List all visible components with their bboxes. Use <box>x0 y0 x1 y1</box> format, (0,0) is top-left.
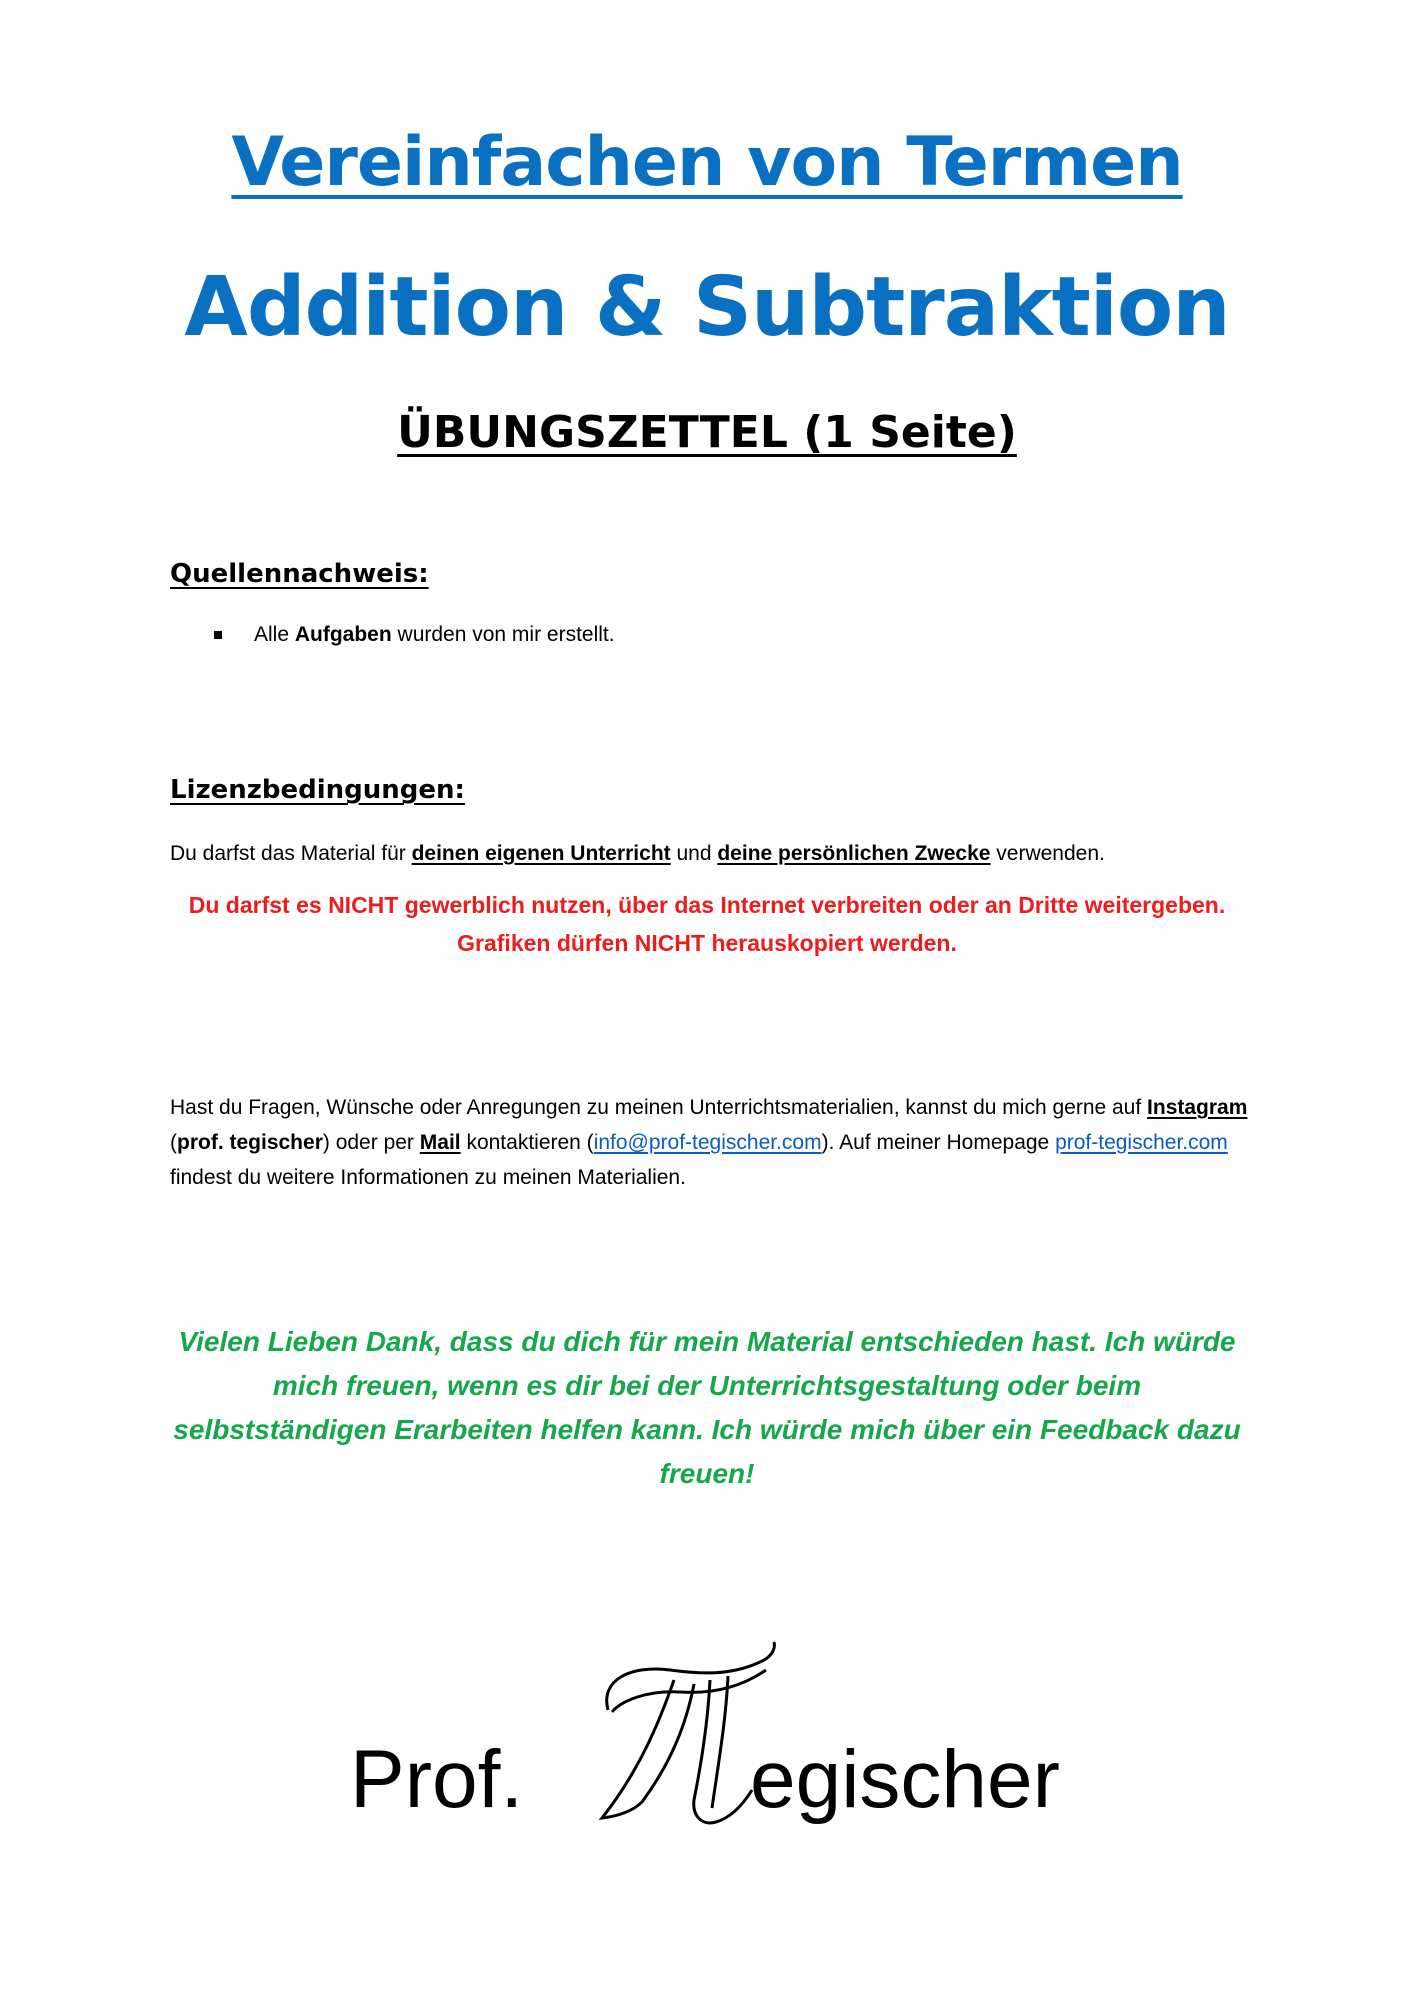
license-text-3: verwenden. <box>990 842 1105 865</box>
document-subtitle: Addition & Subtraktion <box>184 260 1230 355</box>
prof-tegischer-logo <box>350 1640 1080 1840</box>
homepage-link[interactable]: prof-tegischer.com <box>1055 1131 1228 1154</box>
license-warning: Du darfst es NICHT gewerblich nutzen, über das Internet verbreiten oder an Dritte weitergeben. Grafiken dürfen NICHT herauskopiert werden. <box>188 892 1226 956</box>
sheet-label <box>0 403 1414 463</box>
bullet-bold: Aufgaben <box>294 623 392 646</box>
bullet-suffix: wurden von mir erstellt. <box>391 623 615 646</box>
title-text: Vereinfachen von Termen <box>231 123 1183 202</box>
mail-label: Mail <box>419 1131 461 1154</box>
license-heading: Lizenzbedingungen: <box>170 775 465 805</box>
license-paragraph <box>170 836 1250 871</box>
bullet-prefix: Alle <box>254 623 295 646</box>
contact-paragraph <box>170 1090 1250 1195</box>
logo-prefix: Prof. <box>350 1734 524 1825</box>
license-personal-use: deine persönlichen Zwecke <box>717 842 991 865</box>
thank-you-message: Vielen Lieben Dank, dass du dich für mein Material entschieden hast. Ich würde mich freuen, wenn es dir bei der Unterrichtsgestaltung oder beim selbstständigen Erarbeiten helfen kann. Ich würde mich über ein Feedback dazu freuen! <box>173 1326 1241 1489</box>
contact-text-3: ) oder per <box>322 1131 420 1154</box>
instagram-label: Instagram <box>1147 1096 1248 1119</box>
bullet-text <box>254 620 615 650</box>
contact-text-1: Hast du Fragen, Wünsche oder Anregungen zu meinen Unterrichtsmaterialien, kannst du mich gerne auf <box>170 1096 1148 1119</box>
instagram-handle: prof. tegischer <box>177 1131 323 1154</box>
license-own-teaching: deinen eigenen Unterricht <box>411 842 671 865</box>
sheet-label-text: ÜBUNGSZETTEL (1 Seite) <box>397 407 1017 458</box>
email-link[interactable]: info@prof-tegischer.com <box>593 1131 822 1154</box>
contact-text-2: ( <box>170 1131 177 1154</box>
contact-text-6: findest du weitere Informationen zu meinen Materialien. <box>170 1166 686 1189</box>
logo-suffix: egischer <box>750 1734 1060 1825</box>
document-title <box>0 118 1414 208</box>
square-bullet-icon <box>214 631 222 639</box>
sources-heading: Quellennachweis: <box>170 559 429 589</box>
license-text-1: Du darfst das Material für <box>170 842 412 865</box>
contact-text-4: kontaktieren ( <box>460 1131 594 1154</box>
contact-text-5: ). Auf meiner Homepage <box>821 1131 1056 1154</box>
sources-bullet-item <box>214 620 615 650</box>
license-text-2: und <box>670 842 718 865</box>
